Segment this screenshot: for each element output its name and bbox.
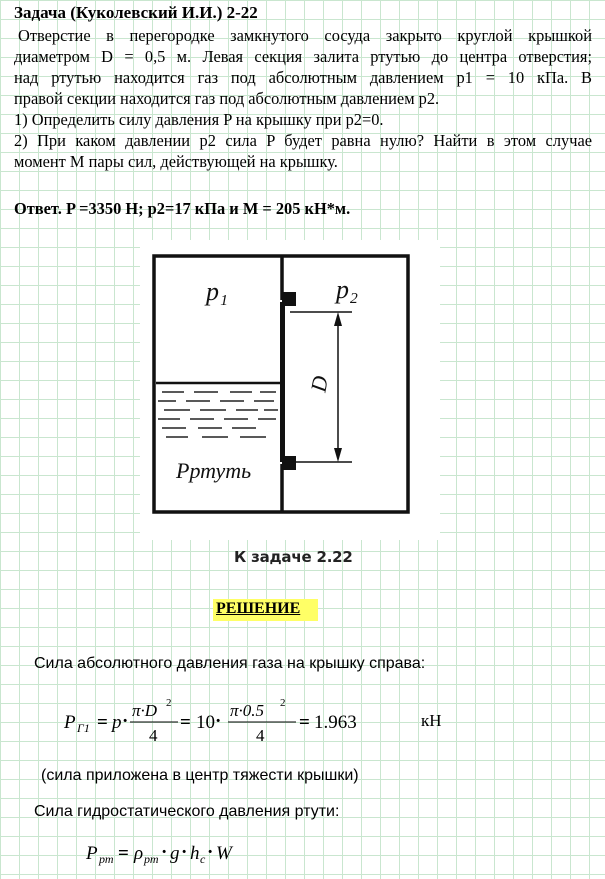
solution-text-line: Сила абсолютного давления газа на крышку справа: [34, 655, 426, 672]
formula-unit: кН [421, 711, 442, 730]
formula-mercury-force [84, 835, 284, 871]
formula2-h-sub: c [200, 852, 206, 866]
svg-text:=: = [180, 712, 191, 733]
solution-heading: РЕШЕНИЕ [213, 599, 318, 621]
label-mercury: Pртуть [176, 458, 252, 483]
formula-lhs-sub: Г1 [77, 721, 90, 735]
formula-lhs: P [64, 712, 76, 733]
svg-text:·: · [181, 842, 188, 863]
lid [280, 302, 285, 462]
formula2-W: W [216, 843, 232, 864]
formula2-h: h [190, 843, 200, 864]
solution-text-line: Сила гидростатического давления ртути: [34, 803, 340, 820]
lid-flange-top [282, 292, 296, 306]
svg-text:·: · [122, 711, 129, 732]
problem-line: момент M пары сил, действующей на крышку. [14, 152, 338, 171]
formula-p: p [112, 712, 122, 733]
formula-num1-sup: 2 [166, 697, 172, 709]
formula-den1: 4 [149, 726, 158, 745]
label-p2: p₂ [336, 275, 359, 304]
problem-line: 2) При каком давлении p2 сила P будет равна нулю? Найти в этом случае [14, 131, 592, 150]
formula-num1: π·D [132, 701, 158, 720]
formula2-g: g [170, 843, 180, 864]
formula-num2: π·0.5 [230, 701, 265, 720]
svg-text:=: = [118, 843, 129, 864]
problem-title: Задача (Куколевский И.И.) 2-22 [14, 3, 258, 22]
formula2-lhs: P [86, 843, 98, 864]
problem-statement [14, 25, 592, 172]
vessel-diagram [140, 240, 440, 540]
formula-num2-sup: 2 [280, 697, 286, 709]
formula2-rho: ρ [134, 843, 144, 864]
formula-den2: 4 [256, 726, 265, 745]
formula-coef: 10 [196, 712, 215, 733]
problem-line: правой секции находится газ под абсолютным давлением p2. [14, 89, 440, 108]
svg-text:·: · [161, 842, 168, 863]
formula-eq: = [97, 712, 108, 733]
svg-text:·: · [215, 711, 222, 732]
lid-flange-bottom [282, 456, 296, 470]
problem-line: над ртутью находится газ под абсолютным давлением p1 = 10 кПа. В [14, 68, 592, 87]
formula-gas-force [60, 690, 480, 748]
problem-line: 1) Определить силу давления P на крышку при p2=0. [14, 110, 384, 129]
formula-result: 1.963 [314, 712, 357, 733]
svg-text:·: · [207, 842, 214, 863]
solution-note: (сила приложена в центр тяжести крышки) [41, 767, 359, 784]
formula2-lhs-sub: рт [99, 852, 114, 866]
answer-text: Ответ. P =3350 Н; р2=17 кПа и М = 205 кН*м. [14, 199, 351, 218]
formula2-rho-sub: рт [144, 852, 159, 866]
svg-text:=: = [299, 712, 310, 733]
problem-line: Отверстие в перегородке замкнутого сосуда закрыто круглой крышкой [18, 26, 592, 45]
problem-line: диаметром D = 0,5 м. Левая секция залита ртутью до центра отверстия; [14, 47, 592, 66]
label-D: D [305, 373, 333, 394]
figure-caption: К задаче 2.22 [234, 548, 353, 566]
label-p1: p₁ [206, 277, 229, 306]
